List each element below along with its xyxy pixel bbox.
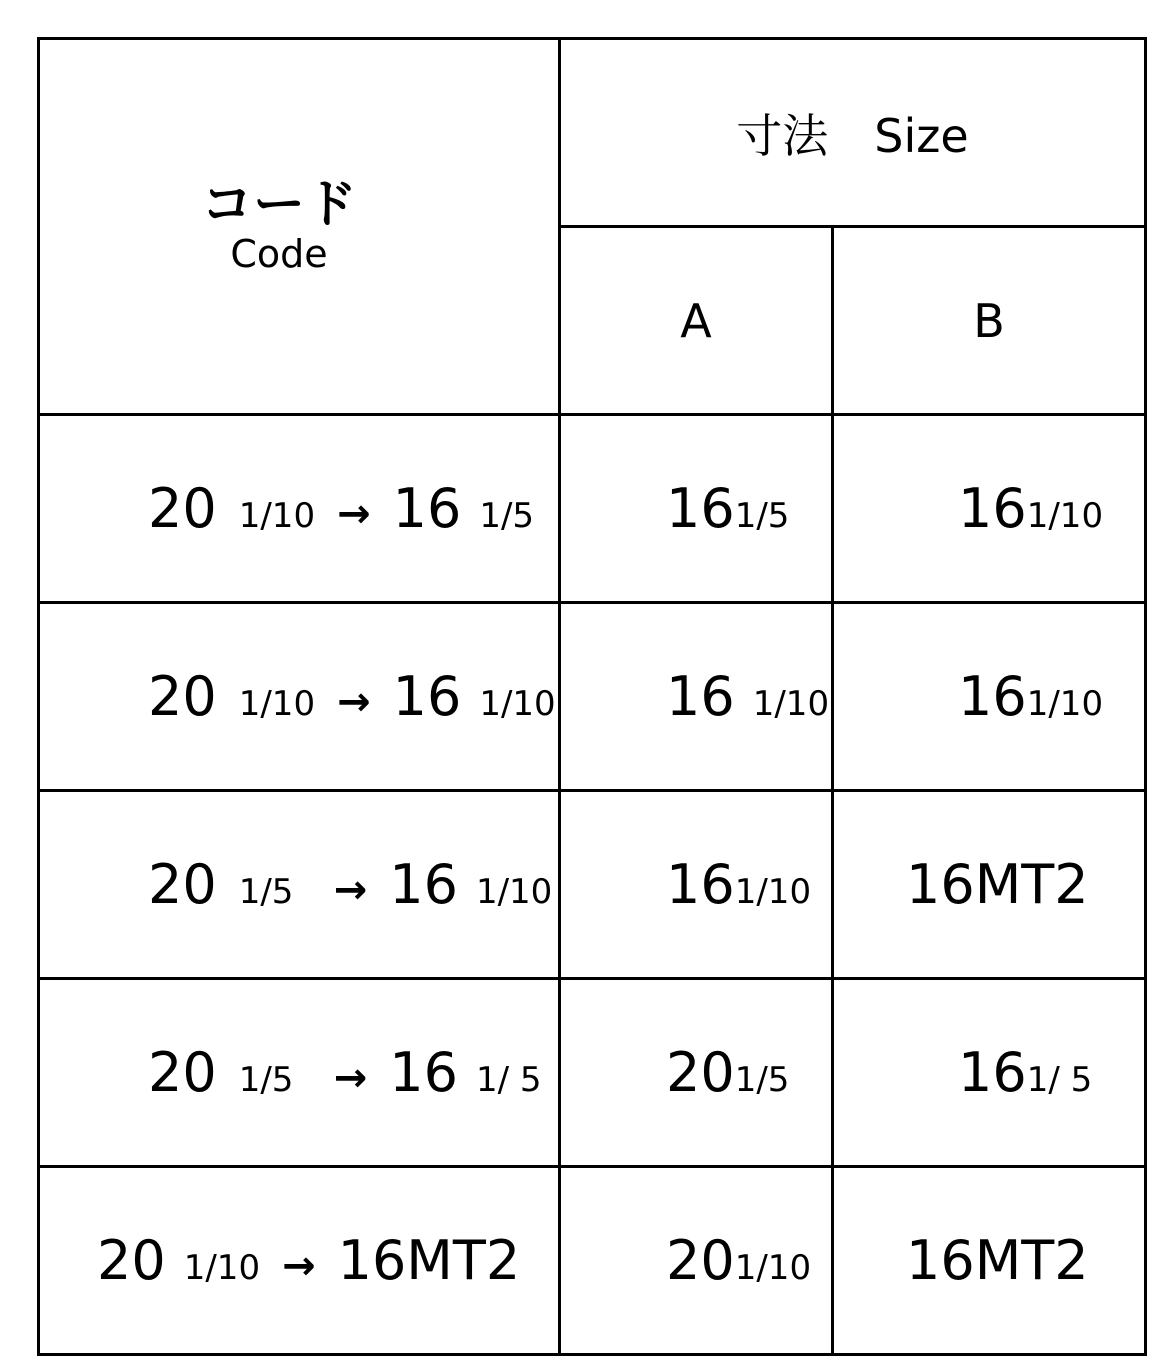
size-b-main: 16MT2 [906,853,1089,916]
code-from-main: 20 [148,665,217,728]
size-b-cell [833,979,1146,1167]
code-cell [39,1167,560,1355]
code-header-jp: コード [200,175,357,235]
size-b-main: 16 [958,665,1027,728]
code-to-main: 16 [392,665,462,728]
code-cell [39,979,560,1167]
code-header-en: Code [230,232,328,277]
size-b-fraction: 1/10 [1026,496,1104,536]
arrow-icon: → [333,1055,368,1101]
size-b-main: 16 [958,477,1027,540]
size-a-cell [560,979,833,1167]
code-to-main: 16 [389,853,458,916]
code-from-fraction: 1/5 [238,872,294,912]
size-b-fraction: 1/ 5 [1026,1060,1093,1100]
arrow-icon: → [282,1243,316,1289]
table-row [39,1167,1146,1355]
code-from-fraction: 1/10 [183,1248,261,1288]
size-a-fraction: 1/10 [734,872,812,912]
code-from-main: 20 [148,1041,217,1104]
code-to-main: 16 [392,477,462,540]
table-row [39,415,1146,603]
col-a-header: A [560,227,833,415]
code-to-main: 16MT2 [337,1229,521,1292]
size-a-fraction: 1/10 [752,684,830,724]
code-from-fraction: 1/10 [238,684,316,724]
size-a-cell [560,1167,833,1355]
size-a-main: 16 [666,665,735,728]
size-a-fraction: 1/5 [734,496,790,536]
code-cell [39,603,560,791]
table-row [39,603,1146,791]
size-b-cell [833,603,1146,791]
code-to-fraction: 1/5 [479,496,535,536]
size-a-main: 20 [666,1229,735,1292]
code-to-fraction: 1/10 [475,872,553,912]
size-a-main: 16 [666,477,735,540]
code-header-cell [39,39,560,415]
code-to-main: 16 [389,1041,458,1104]
code-cell [39,791,560,979]
table-row [39,979,1146,1167]
header-row-size [39,39,1146,227]
size-b-main: 16MT2 [906,1229,1089,1292]
size-a-fraction: 1/10 [734,1248,812,1288]
size-a-cell [560,791,833,979]
size-b-cell [833,1167,1146,1355]
code-cell [39,415,560,603]
size-a-main: 20 [666,1041,735,1104]
size-b-main: 16 [958,1041,1027,1104]
code-from-fraction: 1/10 [238,496,316,536]
size-table [37,37,1147,1356]
code-from-fraction: 1/5 [238,1060,294,1100]
col-b-header: B [833,227,1146,415]
arrow-icon: → [333,867,368,913]
size-header-cell: 寸法 Size [560,39,1146,227]
arrow-icon: → [337,679,371,725]
code-from-main: 20 [97,1229,166,1292]
size-a-fraction: 1/5 [734,1060,790,1100]
size-b-cell [833,415,1146,603]
code-from-main: 20 [148,853,217,916]
size-b-fraction: 1/10 [1026,684,1104,724]
code-from-main: 20 [148,477,217,540]
size-a-main: 16 [666,853,735,916]
arrow-icon: → [337,491,371,537]
size-a-cell [560,603,833,791]
table-row [39,791,1146,979]
size-a-cell [560,415,833,603]
code-to-fraction: 1/ 5 [475,1060,542,1100]
size-b-cell [833,791,1146,979]
code-to-fraction: 1/10 [479,684,556,724]
